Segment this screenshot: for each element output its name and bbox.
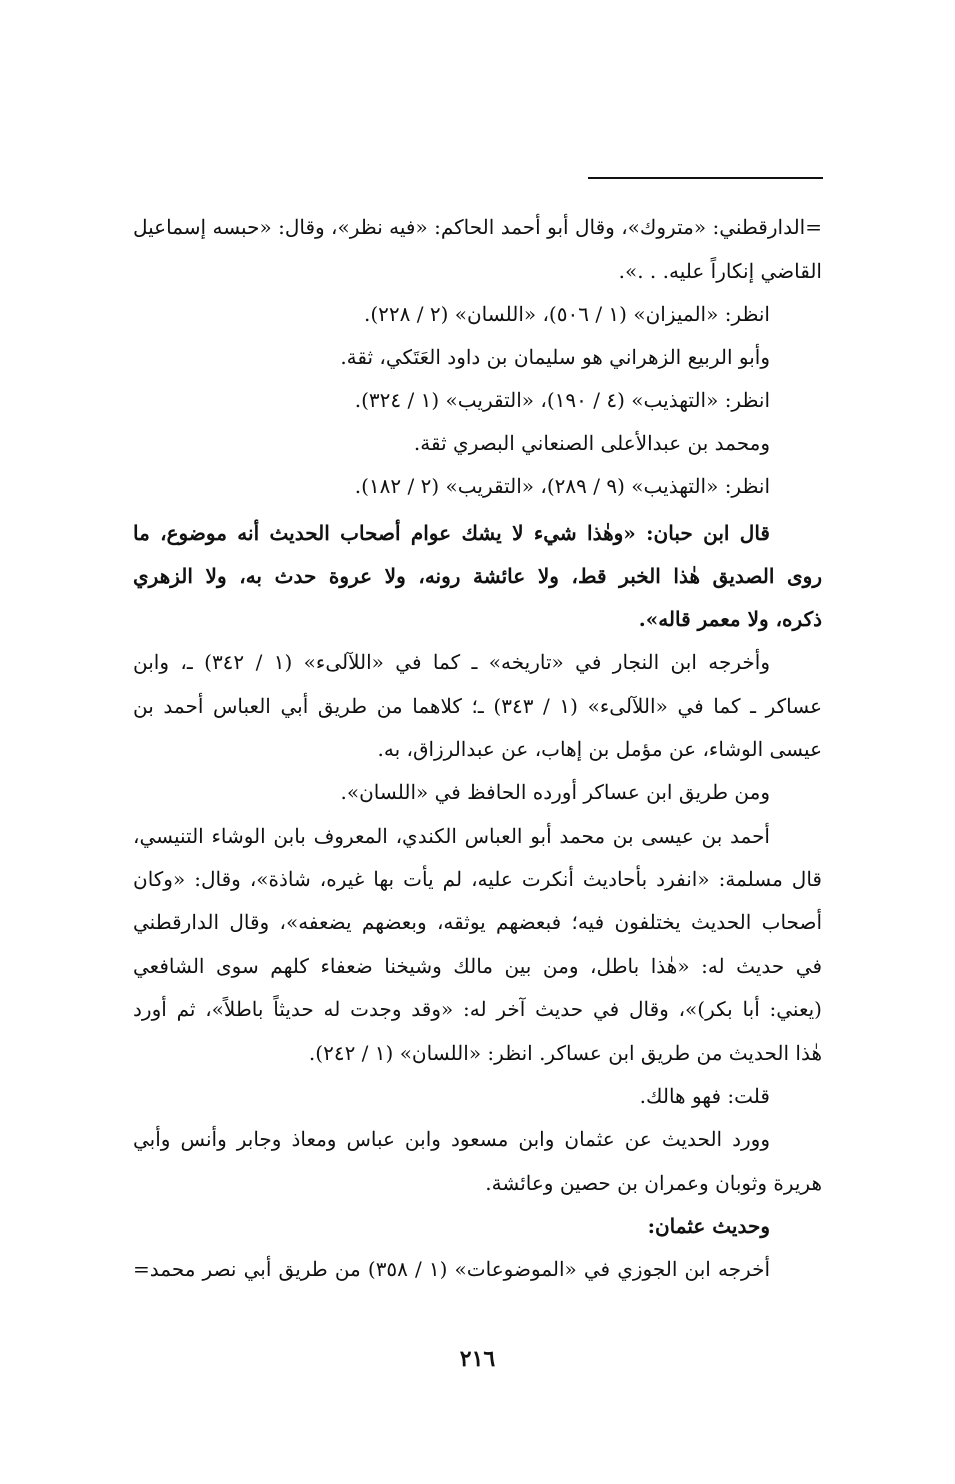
text-line: وأخرجه ابن النجار في «تاريخه» ـ كما في «اللآلىء» (١ / ٣٤٢) ـ، وابن: [133, 650, 770, 674]
text-line: قال ابن حبان: «وهٰذا شيء لا يشك عوام أصحاب الحديث أنه موضوع، ما: [133, 521, 770, 545]
footnote-separator-rule: [588, 177, 823, 179]
text-line: قلت: فهو هالك.: [639, 1084, 770, 1108]
page-number: ٢١٦: [459, 1346, 496, 1372]
text-line: انظر: «الميزان» (١ / ٥٠٦)، «اللسان» (٢ / ٢٢٨).: [363, 302, 770, 326]
text-line: أحمد بن عيسى بن محمد أبو العباس الكندي، المعروف بابن الوشاء التنيسي،: [133, 824, 770, 848]
text-line: ذكره، ولا معمر قاله».: [638, 607, 822, 631]
text-line: انظر: «التهذيب» (٩ / ٢٨٩)، «التقريب» (٢ / ١٨٢).: [354, 474, 770, 498]
text-line: ومحمد بن عبدالأعلى الصنعاني البصري ثقة.: [413, 431, 770, 455]
text-line: هٰذا الحديث من طريق ابن عساكر. انظر: «اللسان» (١ / ٢٤٢).: [308, 1041, 822, 1065]
section-heading: وحديث عثمان:: [647, 1214, 770, 1238]
text-line: القاضي إنكاراً عليه. . .».: [618, 259, 822, 283]
text-line: روى الصديق هٰذا الخبر قط، ولا عائشة رونه، ولا عروة حدث به، ولا الزهري: [133, 564, 822, 588]
text-line: عيسى الوشاء، عن مؤمل بن إهاب، عن عبدالرزاق، به.: [377, 737, 822, 761]
text-line: انظر: «التهذيب» (٤ / ١٩٠)، «التقريب» (١ / ٣٢٤).: [354, 388, 770, 412]
text-line: هريرة وثوبان وعمران بن حصين وعائشة.: [485, 1171, 822, 1195]
text-line: أصحاب الحديث يختلفون فيه؛ فبعضهم يوثقه، وبعضهم يضعفه»، وقال الدارقطني: [133, 910, 822, 934]
text-line: =الدارقطني: «متروك»، وقال أبو أحمد الحاكم: «فيه نظر»، وقال: «حبسه إسماعيل: [133, 215, 822, 239]
text-line: قال مسلمة: «انفرد بأحاديث أنكرت عليه، لم يأت بها غيره، شاذة»، وقال: «وكان: [133, 867, 822, 891]
text-line: عساكر ـ كما في «اللآلىء» (١ / ٣٤٣) ـ؛ كلاهما من طريق أبي العباس أحمد بن: [133, 694, 822, 718]
text-line: وأبو الربيع الزهراني هو سليمان بن داود العَتَكي، ثقة.: [340, 345, 770, 369]
text-line: ومن طريق ابن عساكر أورده الحافظ في «اللسان».: [340, 780, 770, 804]
text-line: أخرجه ابن الجوزي في «الموضوعات» (١ / ٣٥٨) من طريق أبي نصر محمد=: [133, 1257, 771, 1281]
text-line: في حديث له: «هٰذا باطل، ومن بين مالك وشيخنا ضعفاء كلهم سوى الشافعي: [133, 954, 822, 978]
text-line: (يعني: أبا بكر)»، وقال في حديث آخر له: «وقد وجدت له حديثاً باطلاً»، ثم أورد: [133, 997, 822, 1021]
text-line: وورد الحديث عن عثمان وابن مسعود وابن عباس ومعاذ وجابر وأنس وأبي: [133, 1127, 770, 1151]
